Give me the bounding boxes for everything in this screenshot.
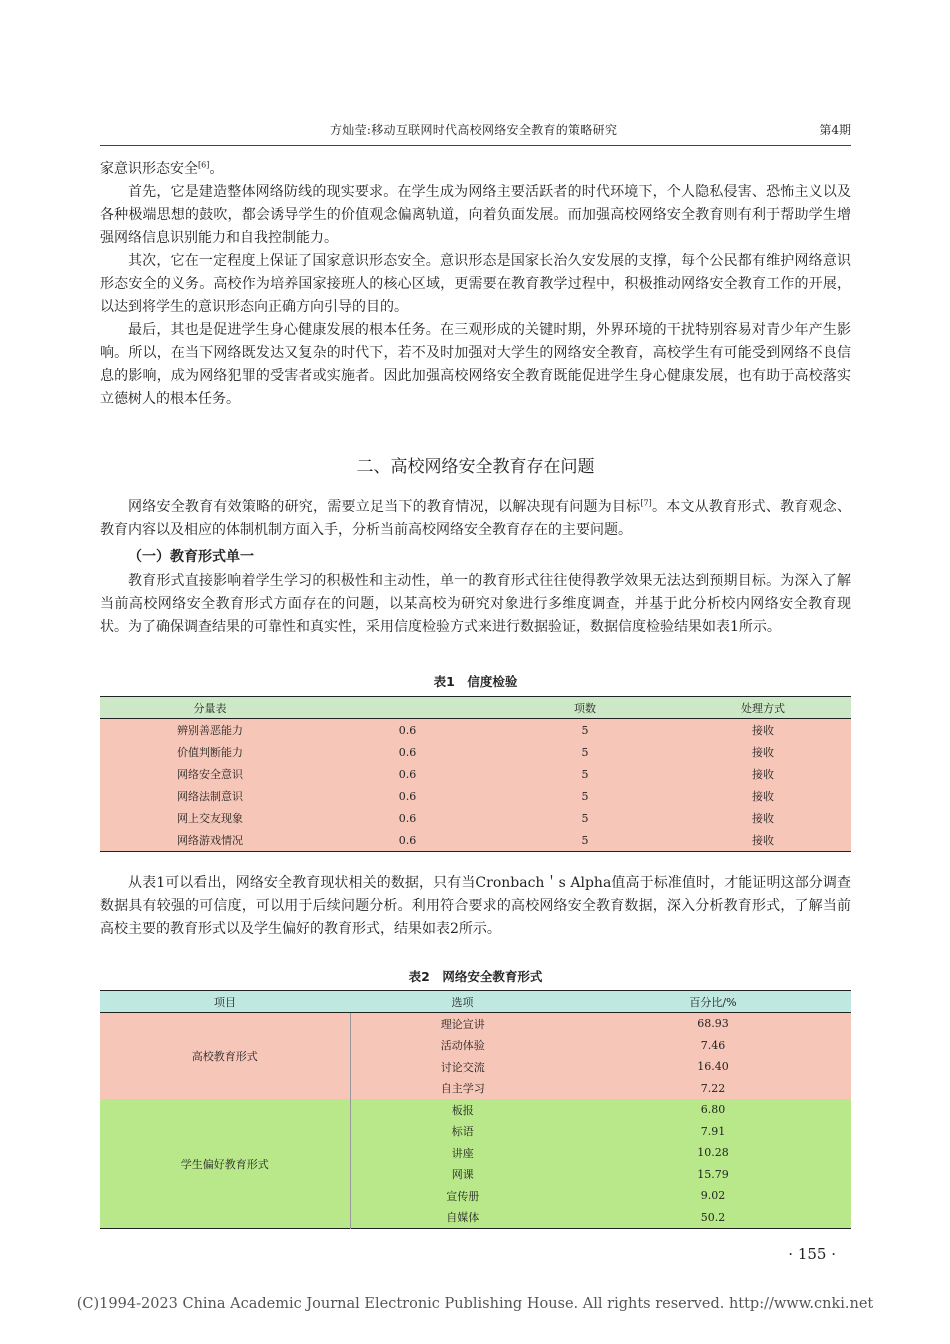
table-cell: 自主学习 [350,1078,575,1100]
paragraph-second: 其次，它在一定程度上保证了国家意识形态安全。意识形态是国家长治久安发展的支撑，每个公民都有维护网络意识形态安全的义务。高校作为培养国家接班人的核心区域，更需要在教育教学过程中，积极推动网络安全教育工作的开展，以达到将学生的意识形态向正确方向引导的目的。 [100,253,851,315]
table1 [100,696,851,852]
intro-paragraph: 网络安全教育有效策略的研究，需要立足当下的教育情况，以解决现有问题为目标[7]。本文从教育形式、教育观念、教育内容以及相应的体制机制方面入手，分析当前高校网络安全教育存在的主要问题。 [100,498,851,538]
table-cell: 15.79 [575,1164,851,1186]
table-cell: 理论宣讲 [350,1013,575,1035]
table2-header-cell: 项目 [100,991,350,1013]
group-label: 学生偏好教育形式 [100,1099,350,1229]
table-cell: 网上交友现象 [100,807,320,829]
table-cell: 5 [495,719,675,742]
table-cell: 7.46 [575,1035,851,1057]
table-cell: 接收 [675,829,851,852]
table-cell: 0.6 [320,763,495,785]
table-cell: 辨别善恶能力 [100,719,320,742]
intro-paragraph-block [100,496,851,542]
table-cell: 网络游戏情况 [100,829,320,852]
table-cell: 16.40 [575,1056,851,1078]
table1-header-cell [320,697,495,719]
group-label: 高校教育形式 [100,1013,350,1100]
table-row [100,719,851,742]
form-paragraph: 教育形式直接影响着学生学习的积极性和主动性，单一的教育形式往往使得教学效果无法达到预期目标。为深入了解当前高校网络安全教育形式方面存在的问题，以某高校为研究对象进行多维度调查，并基于此分析校内网络安全教育现状。为了确保调查结果的可靠性和真实性，采用信度检验方式来进行数据验证，数据信度检验结果如表1所示。 [100,573,851,635]
top-paragraphs [100,158,851,411]
table-cell: 网课 [350,1164,575,1186]
table2-header-row [100,991,851,1013]
header-rule [100,145,851,146]
table-cell: 价值判断能力 [100,741,320,763]
citation-7: [7] [640,498,652,508]
table1-header-cell: 分量表 [100,697,320,719]
table2-caption: 表2 网络安全教育形式 [408,969,543,984]
table-cell: 0.6 [320,785,495,807]
table-row [100,1099,851,1121]
table-cell: 68.93 [575,1013,851,1035]
table-cell: 板报 [350,1099,575,1121]
table-cell: 0.6 [320,807,495,829]
table-row [100,785,851,807]
page-number: · 155 · [788,1245,836,1263]
table-cell: 50.2 [575,1207,851,1229]
table-cell: 讨论交流 [350,1056,575,1078]
table-cell: 自媒体 [350,1207,575,1229]
table-cell: 接收 [675,807,851,829]
table2-header-cell: 百分比/% [575,991,851,1013]
table-cell: 宣传册 [350,1185,575,1207]
table-cell: 5 [495,785,675,807]
table-cell: 讲座 [350,1142,575,1164]
table-cell: 5 [495,763,675,785]
after-table1-paragraph-block [100,872,851,941]
table-cell: 网络安全意识 [100,763,320,785]
table-cell: 5 [495,741,675,763]
table-cell: 标语 [350,1121,575,1143]
paragraph-last: 最后，其也是促进学生身心健康发展的根本任务。在三观形成的关键时期，外界环境的干扰特别容易对青少年产生影响。所以，在当下网络既发达又复杂的时代下，若不及时加强对大学生的网络安全教育，高校学生有可能受到网络不良信息的影响，成为网络犯罪的受害者或实施者。因此加强高校网络安全教育既能促进学生身心健康发展，也有助于高校落实立德树人的根本任务。 [100,322,851,407]
table1-caption: 表1 信度检验 [433,674,518,689]
table-cell: 10.28 [575,1142,851,1164]
paragraph-first: 首先，它是建造整体网络防线的现实要求。在学生成为网络主要活跃者的时代环境下，个人隐私侵害、恐怖主义以及各种极端思想的鼓吹，都会诱导学生的价值观念偏离轨道，向着负面发展。而加强高校网络安全教育则有利于帮助学生增强网络信息识别能力和自我控制能力。 [100,184,851,246]
table-cell: 接收 [675,785,851,807]
subsection-title: （一）教育形式单一 [128,549,254,565]
table-cell: 7.22 [575,1078,851,1100]
citation-6: [6] [198,160,210,170]
table1-header-cell: 项数 [495,697,675,719]
issue-number: 第4期 [819,123,851,137]
table1-header-cell: 处理方式 [675,697,851,719]
table2 [100,990,851,1229]
table-cell: 接收 [675,741,851,763]
table-row [100,1013,851,1035]
table-cell: 网络法制意识 [100,785,320,807]
table2-header-cell: 选项 [350,991,575,1013]
table-cell: 活动体验 [350,1035,575,1057]
table-cell: 5 [495,807,675,829]
table-row [100,829,851,852]
running-header [100,119,851,141]
form-paragraph-block [100,570,851,639]
running-header-title: 方灿莹:移动互联网时代高校网络安全教育的策略研究 [330,123,618,137]
table-cell: 接收 [675,719,851,742]
table-row [100,807,851,829]
table-row [100,763,851,785]
after-table1-paragraph: 从表1可以看出，网络安全教育现状相关的数据，只有当Cronbach＇s Alpha值高于标准值时，才能证明这部分调查数据具有较强的可信度，可以用于后续问题分析。利用符合要求的高校网络安全教育数据，深入分析教育形式，了解当前高校主要的教育形式以及学生偏好的教育形式，结果如表2所示。 [100,875,851,937]
table-cell: 接收 [675,763,851,785]
table-cell: 0.6 [320,719,495,742]
copyright-footer: (C)1994-2023 China Academic Journal Electronic Publishing House. All rights reserved. http://www.cnki.net [76,1296,874,1312]
table-cell: 7.91 [575,1121,851,1143]
table-row [100,741,851,763]
table-cell: 9.02 [575,1185,851,1207]
table-cell: 5 [495,829,675,852]
table-cell: 6.80 [575,1099,851,1121]
table-cell: 0.6 [320,829,495,852]
table1-header-row [100,697,851,719]
paragraph-continued: 家意识形态安全[6]。 [100,160,224,177]
table-cell: 0.6 [320,741,495,763]
section-title: 二、高校网络安全教育存在问题 [356,457,595,477]
